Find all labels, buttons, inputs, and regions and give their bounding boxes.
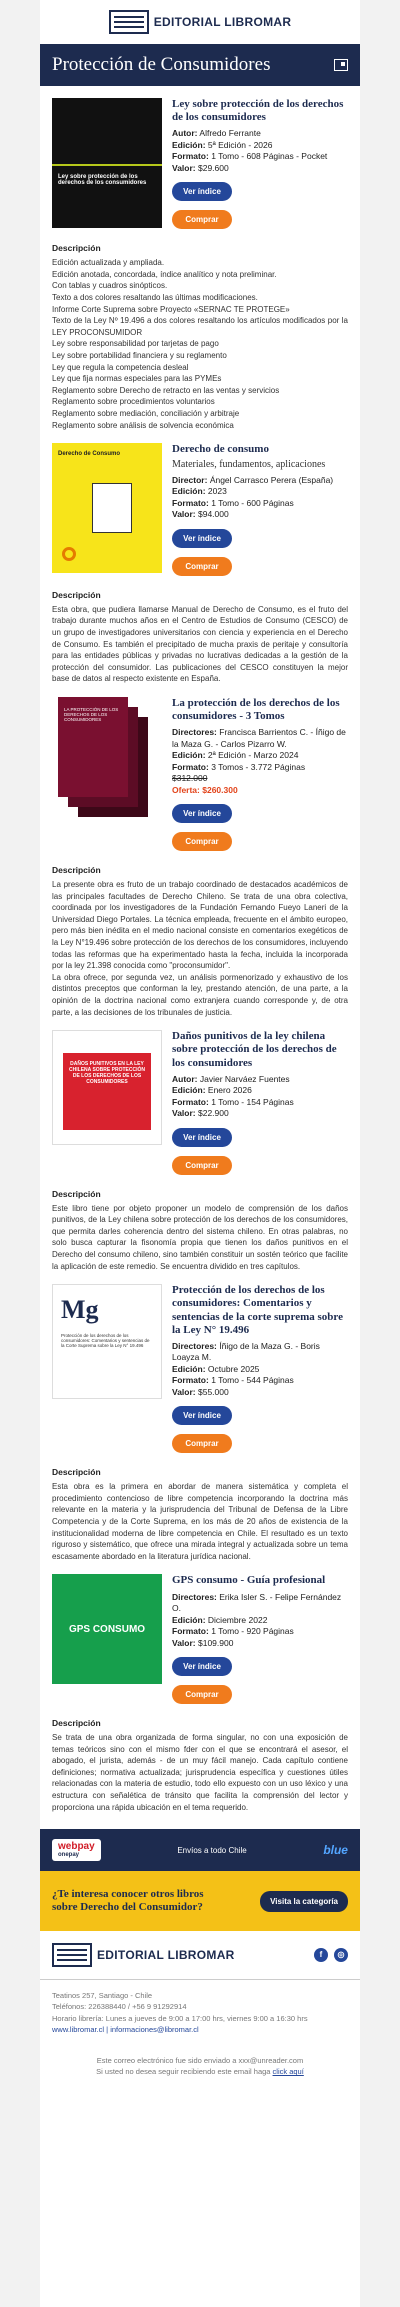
product-detail: Formato: 1 Tomo - 920 Páginas <box>172 1626 294 1637</box>
description-heading: Descripción <box>52 1467 101 1478</box>
product-detail: Edición: Diciembre 2022 <box>172 1614 268 1625</box>
web-link[interactable]: www.libromar.cl | informaciones@libromar.cl <box>52 2024 199 2034</box>
product-detail: Formato: 3 Tomos - 3.772 Páginas <box>172 761 306 772</box>
description-line: Texto de la Ley Nº 19.496 a dos colores resaltando los artículos modificados por la LEY PROCONSUMIDOR <box>52 316 348 337</box>
product-subtitle: Materiales, fundamentos, aplicaciones <box>172 459 326 471</box>
product-detail: Formato: 1 Tomo - 600 Páginas <box>172 497 294 508</box>
category-cta <box>40 1871 360 1931</box>
description-text <box>52 1481 348 1562</box>
description-line: Esta obra, que pudiera llamarse Manual de Derecho de Consumo, es el fruto del trabajo durante muchos años en el Centro de Estudios de Consumo (CESCO) de un grupo de investigadores universitarios con ciencia y experiencia en el Derecho de Consumo. Es también el precipitado de mucha praxis de peritaje y consultoría para las entidades públicas y privadas no lucrativas dedicadas a la gestión de la protección del consumidor. Las publicaciones del CESCO constituyen la mejor base de datos al respecto existente en España. <box>52 604 348 684</box>
description-line: Reglamento sobre mediación, conciliación y arbitraje <box>52 408 240 418</box>
product-detail: Directores: Íñigo de la Maza G. - Boris Loayza M. <box>172 1340 320 1363</box>
phones: Teléfonos: 226388440 / +56 9 91292914 <box>52 2002 187 2012</box>
description-line: Ley sobre portabilidad financiera y su reglamento <box>52 351 227 360</box>
product-detail: Edición: Octubre 2025 <box>172 1363 260 1374</box>
logo-mark-icon <box>109 10 149 34</box>
view-index-button[interactable]: Ver índice <box>172 182 232 201</box>
product-header <box>52 443 348 576</box>
view-index-button[interactable]: Ver índice <box>172 804 232 823</box>
product-detail: Valor: $29.600 <box>172 162 229 173</box>
product-detail: Autor: Javier Narváez Fuentes <box>172 1073 290 1084</box>
description-text <box>52 604 348 685</box>
description-heading: Descripción <box>52 243 101 254</box>
book-cover[interactable]: DAÑOS PUNITIVOS EN LA LEY CHILENA SOBRE PROTECCIÓN DE LOS DERECHOS DE LOS CONSUMIDORES <box>52 1030 162 1145</box>
description-heading: Descripción <box>52 589 101 600</box>
description-line: Edición anotada, concordada, índice analítico y nota preliminar. <box>52 269 277 279</box>
book-icon <box>334 59 348 71</box>
product-card <box>40 685 360 1018</box>
product-detail: Edición: 2023 <box>172 486 227 497</box>
buy-button[interactable]: Comprar <box>172 557 232 576</box>
description-text <box>52 1203 348 1273</box>
product-title[interactable]: Protección de los derechos de los consumidores: Comentarios y sentencias de la corte suprema sobre la Ley N° 19.496 <box>172 1284 343 1336</box>
product-header <box>52 1284 348 1453</box>
description-text <box>52 879 348 1018</box>
product-title[interactable]: GPS consumo - Guía profesional <box>172 1574 326 1587</box>
product-detail: Directores: Erika Isler S. - Felipe Fernández O. <box>172 1591 342 1614</box>
buy-button[interactable]: Comprar <box>172 1685 232 1704</box>
cta-text: ¿Te interesa conocer otros libros sobre Derecho del Consumidor? <box>52 1887 204 1914</box>
unsubscribe <box>40 2045 360 2098</box>
description-line: Este libro tiene por objeto proponer un modelo de comprensión de los daños punitivos, de la Ley chilena sobre protección de los derechos de los consumidores, que permita darles coherencia dentro del sistema chileno. En otras palabras, no solo busca capturar la fisonomía propia que tienen los daños punitivos en el Derecho del consumo chileno, sino también constituir un sostén teórico que facilite la aplicación de este remedio. Se encuentra dividido en tres capítulos. <box>52 1203 348 1271</box>
product-detail: Valor: $22.900 <box>172 1108 229 1119</box>
product-detail: Edición: 5ª Edición - 2026 <box>172 139 273 150</box>
product-detail: Valor: $55.000 <box>172 1386 229 1397</box>
header <box>40 0 360 44</box>
description-heading: Descripción <box>52 865 101 876</box>
product-detail: Valor: $109.900 <box>172 1637 234 1648</box>
product-card <box>40 1562 360 1813</box>
product-info <box>172 1030 348 1174</box>
product-detail: Formato: 1 Tomo - 608 Páginas - Pocket <box>172 151 328 162</box>
footer-logo-text: EDITORIAL LIBROMAR <box>97 1948 235 1963</box>
logo-mark-icon <box>52 1943 92 1967</box>
product-title[interactable]: La protección de los derechos de los consumidores - 3 Tomos <box>172 696 340 723</box>
logo-text: EDITORIAL LIBROMAR <box>153 15 292 29</box>
description-line: Esta obra es la primera en abordar de manera sistemática y completa el procedimiento contencioso de libre competencia incorporando la doctrina más relevante en la materia y la jurisprudencia del Tribunal de Defensa de la Libre Competencia y de la Corte Suprema, en los más de 20 años de existencia de la institucionalidad moderna de libre competencia en Chile. El resultado es un texto riguroso y sistemático, que ofrece una mirada integral y actualizada sobre un tema escasamente abordado en la literatura jurídica nacional. <box>52 1482 348 1561</box>
book-cover[interactable]: LA PROTECCIÓN DE LOS DERECHOS DE LOS CONSUMIDORES <box>52 697 162 797</box>
product-header <box>52 1030 348 1174</box>
description-heading: Descripción <box>52 1717 101 1728</box>
hours: Horario librería: Lunes a jueves de 9:00 a 17:00 hrs, viernes 9:00 a 16:30 hrs <box>52 2013 308 2023</box>
product-detail: Autor: Alfredo Ferrante <box>172 128 261 139</box>
description-line: Informe Corte Suprema sobre Proyecto «SERNAC TE PROTEGE» <box>52 304 290 314</box>
book-cover[interactable]: Mg Protección de los derechos de los consumidores: Comentarios y sentencias de la Corte Suprema sobre la Ley N° 19.496 <box>52 1284 162 1399</box>
description-line: Se trata de una obra organizada de forma singular, no con una exposición de temas teóricos sino con el mismo fder con el que se encontrará el asesor, el abogado, el jurista, además - de un muy fácil manejo. Cada capítulo contiene definiciones; normativa actualizada; jurisprudencia específica y cuestiones útiles relacionadas con la materia de estudio, todo ello expuesto con un uso léxico y una estructura con señalética de tránsito que facilita la comprensión del lector y proporciona una rápida ubicación en el tema requerido. <box>52 1732 348 1812</box>
libromar-logo[interactable] <box>109 10 292 34</box>
description-line: Reglamento sobre Derecho de retracto en las ventas y servicios <box>52 385 280 395</box>
product-info <box>172 443 348 576</box>
view-index-button[interactable]: Ver índice <box>172 1406 232 1425</box>
buy-button[interactable]: Comprar <box>172 1156 232 1175</box>
offer-price: Oferta: $260.300 <box>172 784 238 795</box>
product-list <box>40 86 360 1813</box>
buy-button[interactable]: Comprar <box>172 832 232 851</box>
description-line: Texto a dos colores resaltando las últimas modificaciones. <box>52 293 258 303</box>
product-info <box>172 1284 348 1453</box>
facebook-icon[interactable]: f <box>314 1948 328 1962</box>
product-detail: Formato: 1 Tomo - 544 Páginas <box>172 1375 294 1386</box>
description-line: Ley que fija normas especiales para las PYMEs <box>52 374 222 384</box>
payment-shipping-bar <box>40 1829 360 1871</box>
product-detail: Edición: 2ª Edición - Marzo 2024 <box>172 750 299 761</box>
description-heading: Descripción <box>52 1188 101 1199</box>
product-title[interactable]: Daños punitivos de la ley chilena sobre protección de los derechos de los consumidores <box>172 1030 337 1069</box>
description-line: Edición actualizada y ampliada. <box>52 258 165 268</box>
product-card <box>40 431 360 685</box>
view-index-button[interactable]: Ver índice <box>172 1657 232 1676</box>
product-detail: Edición: Enero 2026 <box>172 1085 252 1096</box>
product-info <box>172 697 348 851</box>
product-header <box>52 697 348 851</box>
book-cover[interactable]: GPS CONSUMO <box>52 1574 162 1684</box>
social-links <box>314 1948 348 1962</box>
view-index-button[interactable]: Ver índice <box>172 529 232 548</box>
product-header <box>52 1574 348 1704</box>
book-cover[interactable]: Derecho de Consumo <box>52 443 162 573</box>
old-price: $312.000 <box>172 773 208 784</box>
carrier-logo: blue <box>323 1843 348 1858</box>
visit-category-button[interactable]: Visita la categoría <box>260 1891 348 1912</box>
footer-logo[interactable] <box>52 1943 235 1967</box>
sent-to: Este correo electrónico fue sido enviado a xxx@unreader.com <box>96 2056 304 2066</box>
email-page <box>40 0 360 2307</box>
product-card <box>40 1018 360 1272</box>
description-line: Ley sobre responsabilidad por tarjetas de pago <box>52 339 219 349</box>
unsubscribe-link[interactable]: click aquí <box>272 2067 304 2077</box>
product-card <box>40 1272 360 1562</box>
product-detail: Directores: Francisca Barrientos C. - Íñigo de la Maza G. - Carlos Pizarro W. <box>172 727 346 749</box>
product-info <box>172 98 348 229</box>
description-line: Reglamento sobre procedimientos voluntarios <box>52 397 215 407</box>
product-detail: Valor: $94.000 <box>172 509 229 520</box>
description-line: Ley que regula la competencia desleal <box>52 362 189 372</box>
product-info <box>172 1574 348 1704</box>
product-header <box>52 98 348 229</box>
footer-logo-row <box>40 1931 360 1980</box>
description-text <box>52 1732 348 1813</box>
unsub-text: Si usted no desea seguir recibiendo este email haga <box>96 2067 271 2077</box>
product-title[interactable]: Ley sobre protección de los derechos de los consumidores <box>172 98 344 124</box>
banner-title: Protección de Consumidores <box>52 54 271 75</box>
webpay-logo: webpay onepay <box>52 1839 101 1861</box>
contact-info <box>40 1980 360 2045</box>
buy-button[interactable]: Comprar <box>172 1434 232 1453</box>
description-line: Reglamento sobre análisis de solvencia económica <box>52 420 234 430</box>
description-line: Con tablas y cuadros sinópticos. <box>52 281 168 291</box>
banner <box>40 44 360 86</box>
description-line: La obra ofrece, por segunda vez, un análisis pormenorizado y exhaustivo de los distintos preceptos que conforman la ley, prestando atención, de una parte, a la opinión de la doctrina nacional como extranjera cuando corresponde y, de otra parte, a las decisiones de los tribunales de justicia. <box>52 972 348 1017</box>
product-detail: Director: Ángel Carrasco Perera (España) <box>172 474 334 485</box>
product-title[interactable]: Derecho de consumo <box>172 443 269 456</box>
book-cover[interactable]: Ley sobre protección de los derechos de los consumidores <box>52 98 162 228</box>
address: Teatinos 257, Santiago - Chile <box>52 1991 153 2001</box>
view-index-button[interactable]: Ver índice <box>172 1128 232 1147</box>
description-text <box>52 257 348 431</box>
description-line: La presente obra es fruto de un trabajo coordinado de destacados académicos de las principales facultades de Derecho Chileno. Se trata de una obra colectiva, coordinada por los investigadores de la Fundación Fernando Fueyo Laneri de la Universidad Diego Portales. La técnica empleada, frecuente en el ámbito europeo, pero más bien inédita en el medio nacional consiste en comentarios exegéticos de la Ley N°19.496 sobre protección de los derechos de los consumidores, incluyendo todas las reformas que ha experimentado hasta la fecha, incluida la incorporada por la ley 21.398 conocida como "proconsumidor". <box>52 880 348 971</box>
instagram-icon[interactable]: ◎ <box>334 1948 348 1962</box>
product-card <box>40 86 360 431</box>
shipping-text: Envíos a todo Chile <box>177 1845 247 1855</box>
product-detail: Formato: 1 Tomo - 154 Páginas <box>172 1096 294 1107</box>
buy-button[interactable]: Comprar <box>172 210 232 229</box>
